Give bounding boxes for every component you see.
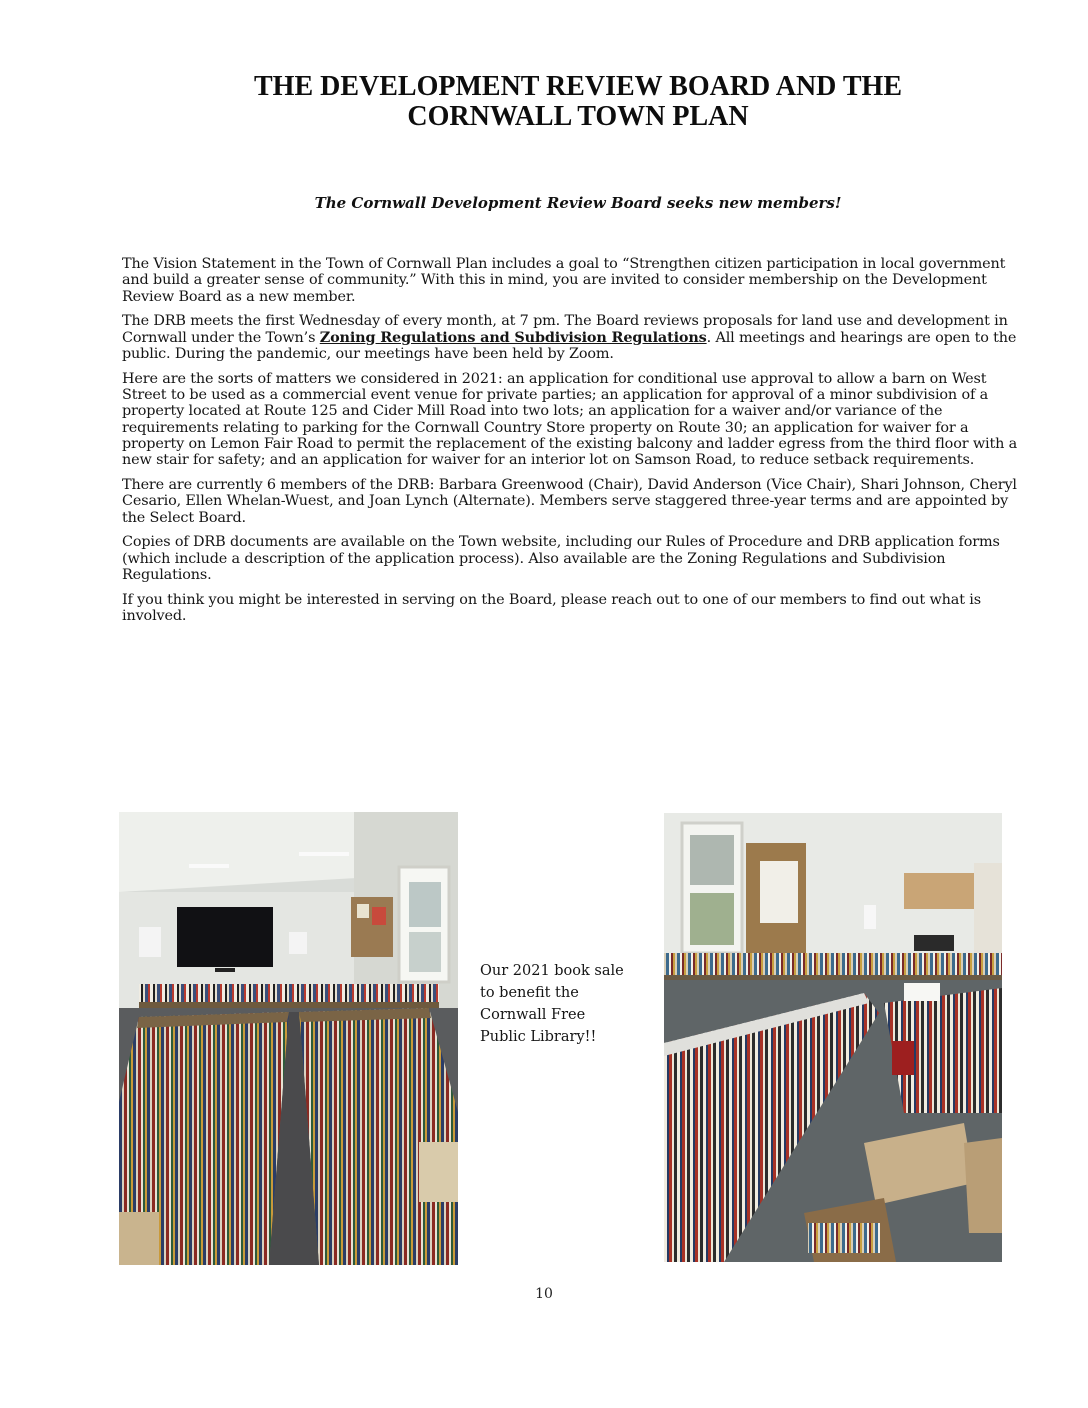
paragraph-documents: Copies of DRB documents are available on the Town website, including our Rules of Procedure and DRB application forms (which include a description of the application process). Also available are the Zoning Regulations and Subdivision Regulations. bbox=[122, 534, 1000, 584]
subtitle: The Cornwall Development Review Board seeks new members! bbox=[314, 194, 842, 212]
article-body bbox=[122, 256, 1022, 633]
page-title-line-2: CORNWALL TOWN PLAN bbox=[407, 101, 749, 132]
photo-caption-line-4: Public Library!! bbox=[480, 1029, 597, 1045]
paragraph-vision-statement: The Vision Statement in the Town of Cornwall Plan includes a goal to “Strengthen citizen participation in local government and build a greater sense of community.” With this in mind, you are invited to consider membership on the Development Review Board as a new member. bbox=[122, 256, 1006, 305]
paragraph-meetings-text-after: . All meetings and hearings are open to the public. During the pandemic, our meetings have been held by Zoom. bbox=[122, 329, 1017, 362]
photo-caption-line-1: Our 2021 book sale bbox=[480, 963, 624, 979]
photo-caption-line-3: Cornwall Free bbox=[480, 1007, 586, 1023]
page-title-line-1: THE DEVELOPMENT REVIEW BOARD AND THE bbox=[253, 71, 903, 102]
paragraph-meetings-text-before: The DRB meets the first Wednesday of every month, at 7 pm. The Board reviews proposals for land use and development in Cornwall under the Town’s bbox=[122, 313, 1008, 346]
book-sale-photo-right bbox=[664, 813, 1002, 1262]
page-number: 10 bbox=[535, 1286, 553, 1302]
book-sale-photo-left bbox=[119, 812, 458, 1265]
photo-caption bbox=[480, 960, 650, 1048]
page-title bbox=[120, 72, 1036, 132]
paragraph-matters-2021: Here are the sorts of matters we considered in 2021: an application for conditional use approval to allow a barn on West Street to be used as a commercial event venue for private parties; an application for approval of a minor subdivision of a property located at Route 125 and Cider Mill Road into two lots; an application for a waiver and/or variance of the requirements relating to parking for the Cornwall Country Store property on Route 30; an application for waiver for a property on Lemon Fair Road to permit the replacement of the existing balcony and ladder egress from the third floor with a new stair for safety; and an application for waiver for an interior lot on Samson Road, to reduce setback requirements. bbox=[122, 370, 1018, 469]
paragraph-meetings bbox=[122, 313, 1022, 362]
paragraph-members: There are currently 6 members of the DRB: Barbara Greenwood (Chair), David Anderson (Vice Chair), Shari Johnson, Cheryl Cesario, Ellen Whelan-Wuest, and Joan Lynch (Alternate). Members serve staggered three-year terms and are appointed by the Select Board. bbox=[122, 477, 1017, 526]
photo-caption-line-2: to benefit the bbox=[480, 985, 579, 1001]
zoning-regulations-link[interactable]: Zoning Regulations and Subdivision Regulations bbox=[319, 328, 707, 346]
paragraph-reach-out: If you think you might be interested in serving on the Board, please reach out to one of our members to find out what is involved. bbox=[122, 591, 981, 625]
